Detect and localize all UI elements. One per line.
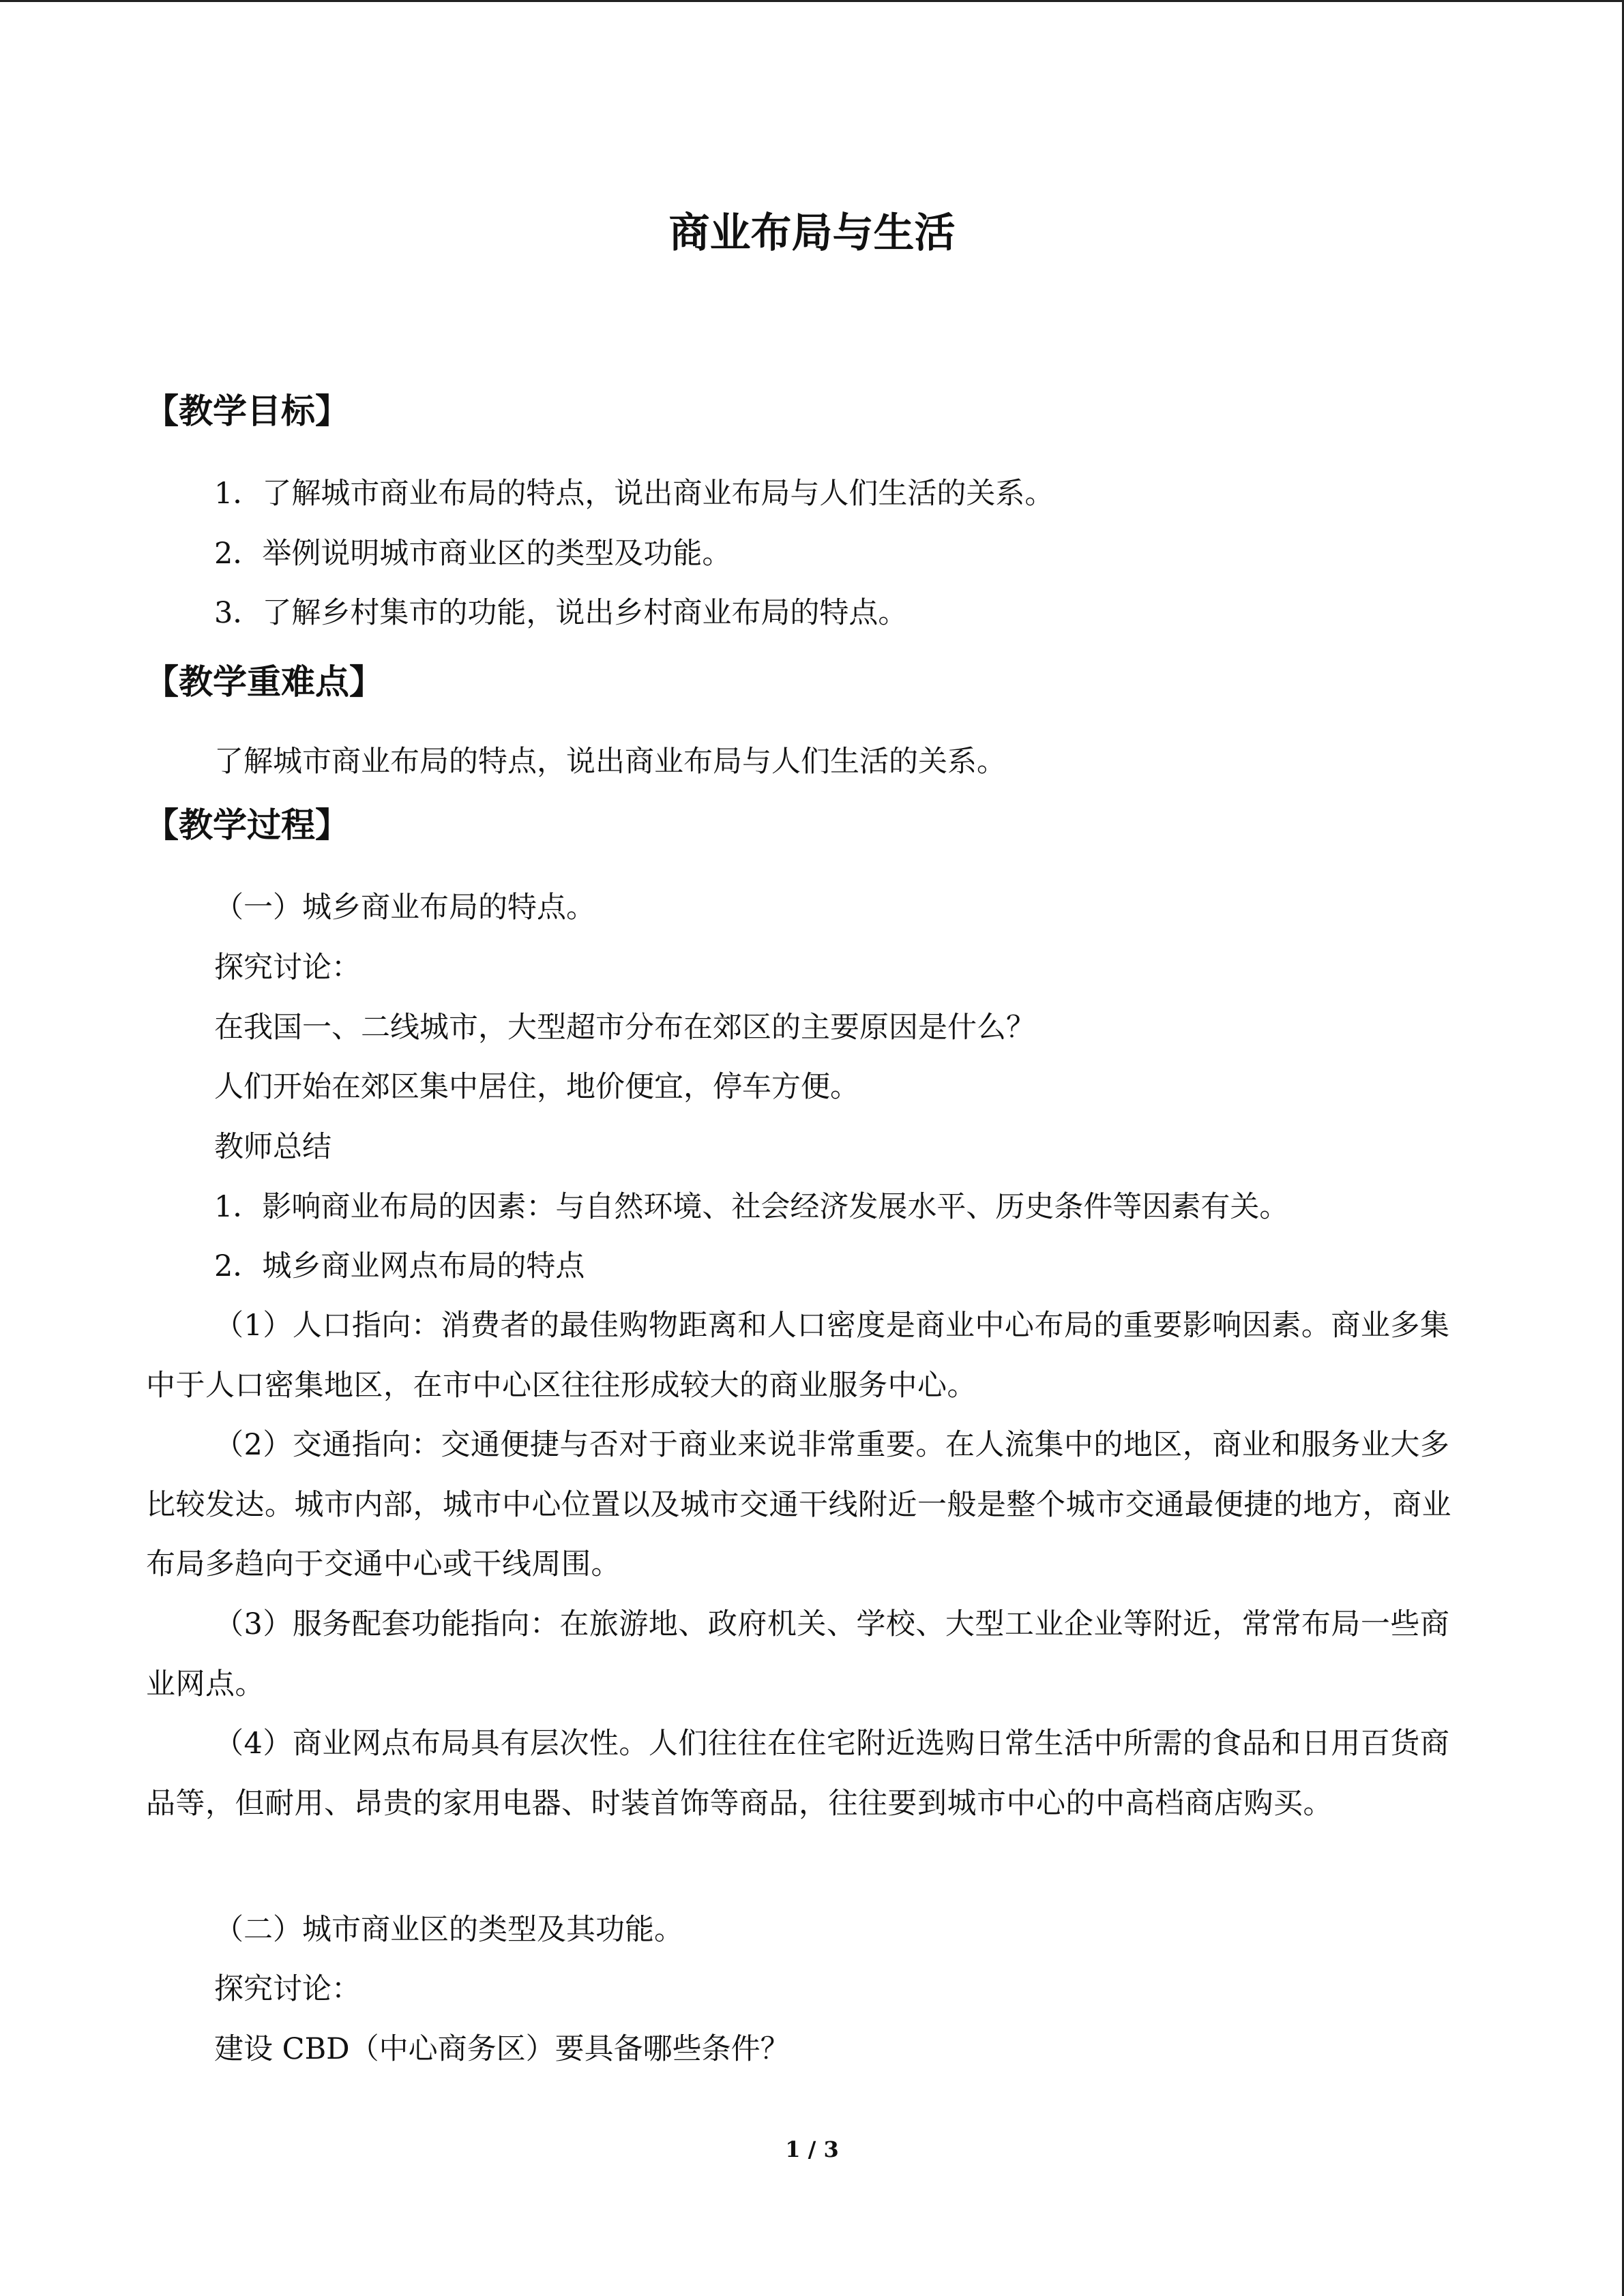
document-title: 商业布局与生活 xyxy=(668,209,956,257)
page-border-top xyxy=(0,0,1624,2)
process-line-6: 1．影响商业布局的因素：与自然环境、社会经济发展水平、历史条件等因素有关。 xyxy=(214,1190,1289,1224)
process-line-1: （一）城乡商业布局的特点。 xyxy=(214,891,595,925)
paragraph-text: （3）服务配套功能指向：在旅游地、政府机关、学校、大型工业企业等附近，常常布局一些商业网点。 xyxy=(146,1607,1450,1701)
objective-item-2: 2．举例说明城市商业区的类型及功能。 xyxy=(214,537,732,571)
objective-item-3: 3．了解乡村集市的功能，说出乡村商业布局的特点。 xyxy=(214,596,908,630)
paragraph-text: （1）人口指向：消费者的最佳购物距离和人口密度是商业中心布局的重要影响因素。商业多集中于人口密集地区，在市中心区往往形成较大的商业服务中心。 xyxy=(146,1309,1450,1403)
closing-line-1: （二）城市商业区的类型及其功能。 xyxy=(214,1913,683,1947)
paragraph-text: （4）商业网点布局具有层次性。人们往往在住宅附近选购日常生活中所需的食品和日用百货商品等，但耐用、昂贵的家用电器、时装首饰等商品，往往要到城市中心的中高档商店购买。 xyxy=(146,1727,1450,1821)
closing-line-3: 建设 CBD（中心商务区）要具备哪些条件？ xyxy=(214,2032,790,2066)
process-line-2: 探究讨论： xyxy=(214,951,361,985)
process-paragraph-1 xyxy=(146,1296,1476,1416)
section-heading-objectives: 【教学目标】 xyxy=(145,391,349,431)
page-number: 1 / 3 xyxy=(785,2136,839,2162)
section-heading-process: 【教学过程】 xyxy=(145,805,349,845)
key-points-text: 了解城市商业布局的特点，说出商业布局与人们生活的关系。 xyxy=(214,745,1006,779)
process-paragraph-3 xyxy=(146,1595,1476,1714)
process-line-5: 教师总结 xyxy=(214,1130,331,1164)
paragraph-text: （2）交通指向：交通便捷与否对于商业来说非常重要。在人流集中的地区，商业和服务业大多比较发达。城市内部，城市中心位置以及城市交通干线附近一般是整个城市交通最便捷的地方，商业布局多趋向于交通中心或干线周围。 xyxy=(146,1428,1451,1581)
section-heading-key-points: 【教学重难点】 xyxy=(145,662,383,702)
process-line-7: 2．城乡商业网点布局的特点 xyxy=(214,1249,585,1283)
process-paragraph-2 xyxy=(146,1416,1476,1595)
process-line-4: 人们开始在郊区集中居住，地价便宜，停车方便。 xyxy=(214,1070,859,1104)
process-paragraph-4 xyxy=(146,1714,1476,1834)
objective-item-1: 1．了解城市商业布局的特点，说出商业布局与人们生活的关系。 xyxy=(214,477,1054,511)
process-line-3: 在我国一、二线城市，大型超市分布在郊区的主要原因是什么？ xyxy=(214,1011,1035,1045)
closing-line-2: 探究讨论： xyxy=(214,1972,361,2006)
